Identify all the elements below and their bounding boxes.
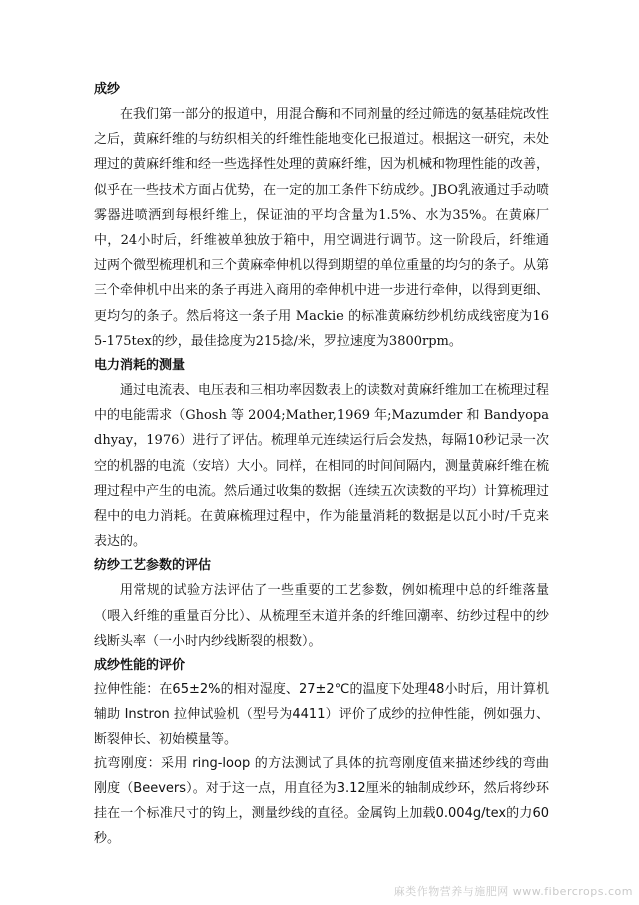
section-heading-power-consumption: 电力消耗的测量 (94, 358, 186, 374)
section-heading-yarn-spinning: 成纱 (94, 82, 121, 97)
paragraph-yarn-spinning: 在我们第一部分的报道中，用混合酶和不同剂量的经过筛选的氨基硅烷改性之后，黄麻纤维的与纺织相关的纤维性能地变化已报道过。根据这一研究，未处理过的黄麻纤维和经一些选择性处理的黄麻纤维，因为机械和物理性能的改善，似乎在一些技术方面占优势，在一定的加工条件下纺成纱。JBO乳液通过手动喷雾器进喷洒到每根纤维上，保证油的平均含量为1.5%、水为35%。在黄麻厂中，24小时后，纤维被单独放于箱中，用空调进行调节。这一阶段后，纤维通过两个微型梳理机和三个黄麻牵伸机以得到期望的单位重量的均匀的条子。从第三个牵伸机中出来的条子再进入商用的牵伸机中进一步进行牵伸，以得到更细、更均匀的条子。然后将这一条子用 Mackie 的标准黄麻纺纱机纺成线密度为165-175tex的纱，最佳捻度为215捻/米，罗拉速度为3800rpm。 (94, 107, 550, 349)
paragraph-process-parameters: 用常规的试验方法评估了一些重要的工艺参数，例如梳理中总的纤维落量（喂入纤维的重量百分比）、从梳理至末道并条的纤维回潮率、纺纱过程中的纱线断头率（一小时内纱线断裂的根数）。 (94, 583, 549, 649)
section-heading-yarn-properties: 成纱性能的评价 (94, 658, 186, 674)
paragraph-flexural-rigidity: 抗弯刚度：采用 ring-loop 的方法测试了具体的抗弯刚度值来描述纱线的弯曲刚度（Beevers）。对于这一点，用直径为3.12厘米的轴制成纱环，然后将纱环挂在一个标准尺寸的钩上，测量纱线的直径。金属钩上加载0.004g/tex的力60秒。 (94, 756, 549, 846)
document-page (94, 78, 549, 852)
paragraph-power-consumption: 通过电流表、电压表和三相功率因数表上的读数对黄麻纤维加工在梳理过程中的电能需求（Ghosh 等 2004;Mather,1969 年;Mazumder 和 Bandyopadhyay，1976）进行了评估。梳理单元连续运行后会发热，每隔10秒记录一次空的机器的电流（安培）大小。同样，在相同的时间间隔内，测量黄麻纤维在梳理过程中产生的电流。然后通过收集的数据（连续五次读数的平均）计算梳理过程中的电力消耗。在黄麻梳理过程中，作为能量消耗的数据是以瓦小时/千克来表达的。 (94, 383, 550, 550)
watermark: 麻类作物营养与施肥网 www.fibercrops.com (393, 885, 633, 898)
section-heading-process-parameters: 纺纱工艺参数的评估 (94, 558, 212, 574)
paragraph-tensile-properties: 拉伸性能：在65±2%的相对湿度、27±2℃的温度下处理48小时后，用计算机辅助 Instron 拉伸试验机（型号为4411）评价了成纱的拉伸性能，例如强力、断裂伸长、初始模量等。 (94, 682, 549, 747)
